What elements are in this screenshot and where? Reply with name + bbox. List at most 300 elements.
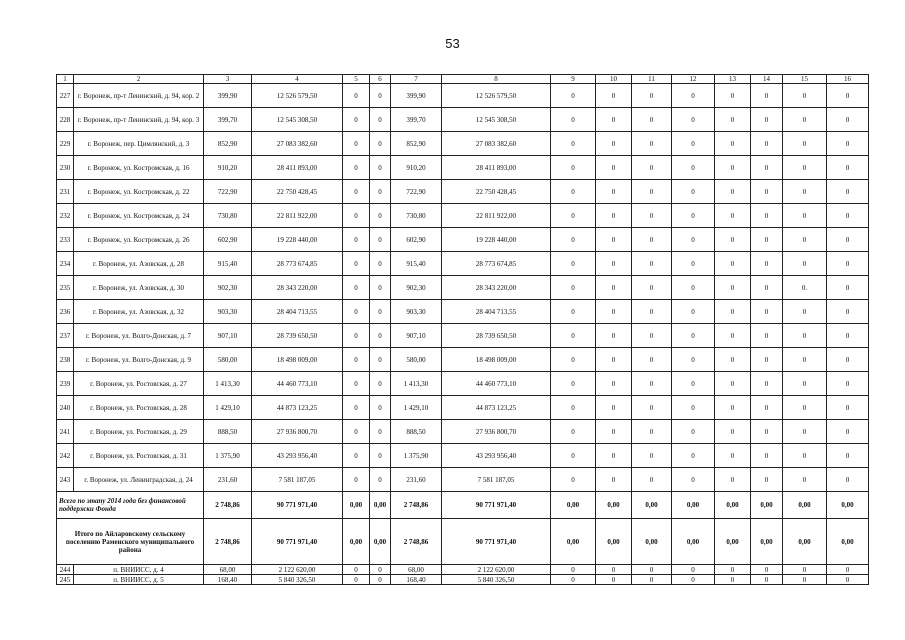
- value-cell: 44 873 123,25: [252, 396, 343, 420]
- value-cell: 0,00: [343, 492, 370, 519]
- value-cell: 0: [343, 420, 370, 444]
- value-cell: 0: [343, 396, 370, 420]
- value-cell: 2 122 620,00: [442, 565, 551, 575]
- value-cell: 0: [596, 156, 632, 180]
- value-cell: 0: [596, 252, 632, 276]
- value-cell: 0: [343, 575, 370, 585]
- page-number: 53: [445, 36, 460, 51]
- value-cell: 0: [370, 575, 391, 585]
- address-cell: г. Воронеж, ул. Ростовская, д. 29: [74, 420, 204, 444]
- value-cell: 0: [672, 372, 715, 396]
- value-cell: 0: [783, 228, 827, 252]
- value-cell: 903,30: [204, 300, 252, 324]
- value-cell: 0: [370, 444, 391, 468]
- value-cell: 0: [632, 396, 672, 420]
- value-cell: 0: [632, 324, 672, 348]
- value-cell: 0: [370, 84, 391, 108]
- value-cell: 0: [751, 132, 783, 156]
- table-row: [57, 565, 869, 575]
- column-number: 15: [783, 75, 827, 84]
- value-cell: 27 936 800,70: [252, 420, 343, 444]
- value-cell: 0: [370, 396, 391, 420]
- value-cell: 0,00: [632, 492, 672, 519]
- value-cell: 7 581 187,05: [442, 468, 551, 492]
- value-cell: 0: [596, 324, 632, 348]
- value-cell: 28 739 650,50: [442, 324, 551, 348]
- value-cell: 0: [632, 300, 672, 324]
- value-cell: 902,30: [391, 276, 442, 300]
- value-cell: 0: [715, 575, 751, 585]
- value-cell: 90 771 971,40: [252, 492, 343, 519]
- value-cell: 0: [751, 468, 783, 492]
- value-cell: 27 936 800,70: [442, 420, 551, 444]
- value-cell: 12 526 579,50: [252, 84, 343, 108]
- value-cell: 0: [343, 228, 370, 252]
- value-cell: 0,00: [370, 492, 391, 519]
- value-cell: 1 413,30: [204, 372, 252, 396]
- address-cell: г. Воронеж, пр-т Ленинский, д. 94, кор. 3: [74, 108, 204, 132]
- row-number: 239: [57, 372, 74, 396]
- column-number: 1: [57, 75, 74, 84]
- value-cell: 43 293 956,40: [442, 444, 551, 468]
- value-cell: 0: [783, 156, 827, 180]
- column-number: 7: [391, 75, 442, 84]
- value-cell: 0: [783, 132, 827, 156]
- value-cell: 0: [551, 84, 596, 108]
- value-cell: 0: [672, 180, 715, 204]
- value-cell: 0: [370, 565, 391, 575]
- value-cell: 44 460 773,10: [442, 372, 551, 396]
- value-cell: 0,00: [751, 519, 783, 565]
- value-cell: 0: [632, 228, 672, 252]
- value-cell: 1 429,10: [391, 396, 442, 420]
- value-cell: 0: [783, 204, 827, 228]
- value-cell: 0: [751, 252, 783, 276]
- value-cell: 1 375,90: [204, 444, 252, 468]
- value-cell: 399,70: [204, 108, 252, 132]
- value-cell: 0: [715, 252, 751, 276]
- column-number: 3: [204, 75, 252, 84]
- value-cell: 2 748,86: [391, 492, 442, 519]
- value-cell: 0: [783, 348, 827, 372]
- value-cell: 0: [715, 324, 751, 348]
- value-cell: 0,00: [827, 492, 869, 519]
- value-cell: 0: [551, 108, 596, 132]
- value-cell: 0: [827, 180, 869, 204]
- address-cell: г. Воронеж, пер. Цимлянский, д. 3: [74, 132, 204, 156]
- value-cell: 0: [370, 132, 391, 156]
- value-cell: 0: [783, 420, 827, 444]
- value-cell: 0: [596, 204, 632, 228]
- value-cell: 0: [751, 204, 783, 228]
- value-cell: 12 545 308,50: [252, 108, 343, 132]
- value-cell: 0: [370, 156, 391, 180]
- value-cell: 0,00: [596, 492, 632, 519]
- table-row: [57, 156, 869, 180]
- value-cell: 0: [751, 372, 783, 396]
- table-row: [57, 324, 869, 348]
- value-cell: 0: [551, 252, 596, 276]
- value-cell: 0: [551, 468, 596, 492]
- value-cell: 0: [343, 276, 370, 300]
- table-row: [57, 108, 869, 132]
- value-cell: 0: [672, 420, 715, 444]
- value-cell: 0: [596, 300, 632, 324]
- address-cell: г. Воронеж, ул. Азовская, д. 32: [74, 300, 204, 324]
- row-number: 232: [57, 204, 74, 228]
- value-cell: 0: [551, 204, 596, 228]
- value-cell: 168,40: [391, 575, 442, 585]
- row-number: 242: [57, 444, 74, 468]
- value-cell: 0: [370, 372, 391, 396]
- value-cell: 0: [343, 156, 370, 180]
- value-cell: 0: [751, 276, 783, 300]
- table-row: [57, 180, 869, 204]
- stage-total-row: [57, 492, 869, 519]
- value-cell: 0: [827, 565, 869, 575]
- value-cell: 580,00: [204, 348, 252, 372]
- value-cell: 0: [672, 575, 715, 585]
- value-cell: 0: [783, 396, 827, 420]
- row-number: 243: [57, 468, 74, 492]
- address-cell: г. Воронеж, ул. Костромская, д. 22: [74, 180, 204, 204]
- value-cell: 0: [751, 84, 783, 108]
- address-cell: г. Воронеж, ул. Ростовская, д. 31: [74, 444, 204, 468]
- value-cell: 44 873 123,25: [442, 396, 551, 420]
- value-cell: 0: [672, 348, 715, 372]
- row-number: 241: [57, 420, 74, 444]
- value-cell: 852,90: [391, 132, 442, 156]
- value-cell: 0,00: [783, 519, 827, 565]
- value-cell: 0,00: [715, 492, 751, 519]
- value-cell: 0: [751, 324, 783, 348]
- address-cell: п. ВНИИСС, д. 5: [74, 575, 204, 585]
- value-cell: 0: [783, 575, 827, 585]
- column-number: 8: [442, 75, 551, 84]
- column-number: 12: [672, 75, 715, 84]
- table-row: [57, 300, 869, 324]
- value-cell: 0: [672, 156, 715, 180]
- value-cell: 0: [632, 132, 672, 156]
- value-cell: 28 773 674,85: [442, 252, 551, 276]
- value-cell: 0.: [783, 276, 827, 300]
- value-cell: 0: [715, 180, 751, 204]
- value-cell: 0: [715, 156, 751, 180]
- address-cell: г. Воронеж, ул. Волго-Донская, д. 7: [74, 324, 204, 348]
- value-cell: 0: [672, 300, 715, 324]
- value-cell: 0: [751, 396, 783, 420]
- address-cell: г. Воронеж, ул. Костромская, д. 24: [74, 204, 204, 228]
- value-cell: 0: [596, 444, 632, 468]
- value-cell: 0: [632, 468, 672, 492]
- value-cell: 28 411 893,00: [252, 156, 343, 180]
- value-cell: 0: [370, 228, 391, 252]
- value-cell: 0: [551, 444, 596, 468]
- row-number: 235: [57, 276, 74, 300]
- value-cell: 0: [672, 324, 715, 348]
- value-cell: 68,00: [204, 565, 252, 575]
- value-cell: 68,00: [391, 565, 442, 575]
- value-cell: 0: [596, 276, 632, 300]
- address-cell: г. Воронеж, ул. Азовская, д. 30: [74, 276, 204, 300]
- value-cell: 0: [827, 444, 869, 468]
- row-number: 237: [57, 324, 74, 348]
- value-cell: 0: [672, 108, 715, 132]
- value-cell: 231,60: [391, 468, 442, 492]
- value-cell: 910,20: [204, 156, 252, 180]
- value-cell: 12 545 308,50: [442, 108, 551, 132]
- value-cell: 888,50: [204, 420, 252, 444]
- value-cell: 580,00: [391, 348, 442, 372]
- table-row: [57, 252, 869, 276]
- value-cell: 0: [751, 575, 783, 585]
- column-number: 13: [715, 75, 751, 84]
- value-cell: 0: [343, 108, 370, 132]
- value-cell: 0: [751, 420, 783, 444]
- value-cell: 0: [370, 204, 391, 228]
- row-number: 233: [57, 228, 74, 252]
- value-cell: 0: [715, 444, 751, 468]
- value-cell: 0,00: [672, 492, 715, 519]
- address-cell: г. Воронеж, ул. Ростовская, д. 27: [74, 372, 204, 396]
- value-cell: 0,00: [551, 492, 596, 519]
- value-cell: 28 343 220,00: [252, 276, 343, 300]
- value-cell: 907,10: [391, 324, 442, 348]
- value-cell: 0: [715, 372, 751, 396]
- row-number: 240: [57, 396, 74, 420]
- column-number-header: [57, 75, 869, 84]
- value-cell: 0: [827, 276, 869, 300]
- row-number: 244: [57, 565, 74, 575]
- value-cell: 28 411 893,00: [442, 156, 551, 180]
- value-cell: 0: [343, 468, 370, 492]
- value-cell: 0: [551, 575, 596, 585]
- value-cell: 0: [596, 372, 632, 396]
- value-cell: 0: [783, 180, 827, 204]
- value-cell: 28 404 713,55: [252, 300, 343, 324]
- value-cell: 0: [596, 180, 632, 204]
- value-cell: 0: [827, 108, 869, 132]
- value-cell: 5 840 326,50: [442, 575, 551, 585]
- value-cell: 730,80: [391, 204, 442, 228]
- value-cell: 0: [672, 444, 715, 468]
- value-cell: 22 750 428,45: [442, 180, 551, 204]
- value-cell: 0: [672, 276, 715, 300]
- value-cell: 0: [370, 348, 391, 372]
- value-cell: 0: [827, 372, 869, 396]
- table-row: [57, 444, 869, 468]
- value-cell: 0,00: [672, 519, 715, 565]
- value-cell: 0: [370, 276, 391, 300]
- value-cell: 730,80: [204, 204, 252, 228]
- value-cell: 12 526 579,50: [442, 84, 551, 108]
- value-cell: 0: [343, 300, 370, 324]
- value-cell: 0: [827, 396, 869, 420]
- value-cell: 0: [632, 565, 672, 575]
- row-number: 238: [57, 348, 74, 372]
- value-cell: 0: [370, 420, 391, 444]
- value-cell: 0,00: [370, 519, 391, 565]
- value-cell: 0: [343, 180, 370, 204]
- housing-register-table: [56, 74, 869, 585]
- value-cell: 0: [827, 156, 869, 180]
- row-number: 228: [57, 108, 74, 132]
- value-cell: 915,40: [204, 252, 252, 276]
- value-cell: 0: [827, 252, 869, 276]
- value-cell: 0,00: [783, 492, 827, 519]
- value-cell: 0: [827, 84, 869, 108]
- value-cell: 0: [632, 372, 672, 396]
- value-cell: 0: [632, 108, 672, 132]
- value-cell: 0: [551, 300, 596, 324]
- value-cell: 1 375,90: [391, 444, 442, 468]
- value-cell: 0: [715, 84, 751, 108]
- value-cell: 0: [596, 420, 632, 444]
- value-cell: 18 498 009,00: [252, 348, 343, 372]
- value-cell: 0,00: [827, 519, 869, 565]
- value-cell: 0,00: [596, 519, 632, 565]
- value-cell: 28 343 220,00: [442, 276, 551, 300]
- value-cell: 0: [632, 84, 672, 108]
- value-cell: 0: [827, 348, 869, 372]
- value-cell: 0: [551, 348, 596, 372]
- value-cell: 1 413,30: [391, 372, 442, 396]
- value-cell: 0: [343, 444, 370, 468]
- address-cell: г. Воронеж, ул. Волго-Донская, д. 9: [74, 348, 204, 372]
- value-cell: 0: [632, 444, 672, 468]
- value-cell: 18 498 009,00: [442, 348, 551, 372]
- value-cell: 231,60: [204, 468, 252, 492]
- value-cell: 0: [751, 228, 783, 252]
- value-cell: 0: [783, 300, 827, 324]
- value-cell: 0: [632, 575, 672, 585]
- column-number: 16: [827, 75, 869, 84]
- value-cell: 0: [751, 348, 783, 372]
- value-cell: 0: [715, 228, 751, 252]
- value-cell: 2 748,86: [204, 519, 252, 565]
- value-cell: 0: [783, 565, 827, 575]
- value-cell: 0: [632, 276, 672, 300]
- table-row: [57, 396, 869, 420]
- value-cell: 28 739 650,50: [252, 324, 343, 348]
- value-cell: 28 773 674,85: [252, 252, 343, 276]
- value-cell: 0: [715, 204, 751, 228]
- value-cell: 0,00: [343, 519, 370, 565]
- address-cell: г. Воронеж, пр-т Ленинский, д. 94, кор. 2: [74, 84, 204, 108]
- value-cell: 0: [783, 252, 827, 276]
- value-cell: 5 840 326,50: [252, 575, 343, 585]
- value-cell: 90 771 971,40: [442, 519, 551, 565]
- value-cell: 0: [751, 565, 783, 575]
- column-number: 6: [370, 75, 391, 84]
- value-cell: 0: [551, 324, 596, 348]
- value-cell: 722,90: [204, 180, 252, 204]
- table-row: [57, 468, 869, 492]
- value-cell: 168,40: [204, 575, 252, 585]
- value-cell: 0: [715, 565, 751, 575]
- value-cell: 0: [783, 372, 827, 396]
- value-cell: 19 228 440,00: [442, 228, 551, 252]
- value-cell: 27 083 382,60: [442, 132, 551, 156]
- value-cell: 2 748,86: [391, 519, 442, 565]
- row-label: Итого по Айларовскому сельскому поселению Раменского муниципального района: [57, 519, 204, 565]
- value-cell: 902,30: [204, 276, 252, 300]
- value-cell: 0: [551, 420, 596, 444]
- value-cell: 0: [551, 180, 596, 204]
- value-cell: 0: [672, 468, 715, 492]
- value-cell: 0: [783, 84, 827, 108]
- column-number: 5: [343, 75, 370, 84]
- value-cell: 0,00: [632, 519, 672, 565]
- value-cell: 90 771 971,40: [442, 492, 551, 519]
- table-row: [57, 132, 869, 156]
- value-cell: 915,40: [391, 252, 442, 276]
- value-cell: 399,90: [204, 84, 252, 108]
- table-row: [57, 84, 869, 108]
- value-cell: 0: [632, 348, 672, 372]
- row-number: 227: [57, 84, 74, 108]
- value-cell: 0: [596, 348, 632, 372]
- value-cell: 0: [551, 565, 596, 575]
- value-cell: 43 293 956,40: [252, 444, 343, 468]
- value-cell: 0: [551, 132, 596, 156]
- table-row: [57, 348, 869, 372]
- value-cell: 0,00: [751, 492, 783, 519]
- value-cell: 0: [672, 565, 715, 575]
- value-cell: 0: [551, 228, 596, 252]
- value-cell: 903,30: [391, 300, 442, 324]
- table-row: [57, 420, 869, 444]
- value-cell: 0: [827, 420, 869, 444]
- address-cell: г. Воронеж, ул. Ленинградская, д. 24: [74, 468, 204, 492]
- value-cell: 22 811 922,00: [252, 204, 343, 228]
- value-cell: 0: [672, 132, 715, 156]
- value-cell: 19 228 440,00: [252, 228, 343, 252]
- value-cell: 0: [596, 396, 632, 420]
- address-cell: г. Воронеж, ул. Ростовская, д. 28: [74, 396, 204, 420]
- value-cell: 0: [672, 396, 715, 420]
- value-cell: 0: [751, 444, 783, 468]
- row-number: 234: [57, 252, 74, 276]
- value-cell: 602,90: [391, 228, 442, 252]
- value-cell: 0: [783, 444, 827, 468]
- row-number: 245: [57, 575, 74, 585]
- row-number: 230: [57, 156, 74, 180]
- table-row: [57, 276, 869, 300]
- value-cell: 0: [343, 565, 370, 575]
- value-cell: 0: [751, 108, 783, 132]
- column-number: 11: [632, 75, 672, 84]
- value-cell: 910,20: [391, 156, 442, 180]
- value-cell: 0: [370, 324, 391, 348]
- value-cell: 90 771 971,40: [252, 519, 343, 565]
- value-cell: 0: [343, 132, 370, 156]
- value-cell: 0: [783, 468, 827, 492]
- value-cell: 0: [751, 180, 783, 204]
- value-cell: 0: [827, 468, 869, 492]
- value-cell: 0: [672, 84, 715, 108]
- address-cell: г. Воронеж, ул. Азовская, д. 28: [74, 252, 204, 276]
- address-cell: п. ВНИИСС, д. 4: [74, 565, 204, 575]
- value-cell: 888,50: [391, 420, 442, 444]
- value-cell: 0: [715, 276, 751, 300]
- table-row: [57, 575, 869, 585]
- value-cell: 0: [596, 108, 632, 132]
- row-label: Всего по этапу 2014 года без финансовой поддержки Фонда: [57, 492, 204, 519]
- row-number: 229: [57, 132, 74, 156]
- value-cell: 0: [827, 204, 869, 228]
- value-cell: 27 083 382,60: [252, 132, 343, 156]
